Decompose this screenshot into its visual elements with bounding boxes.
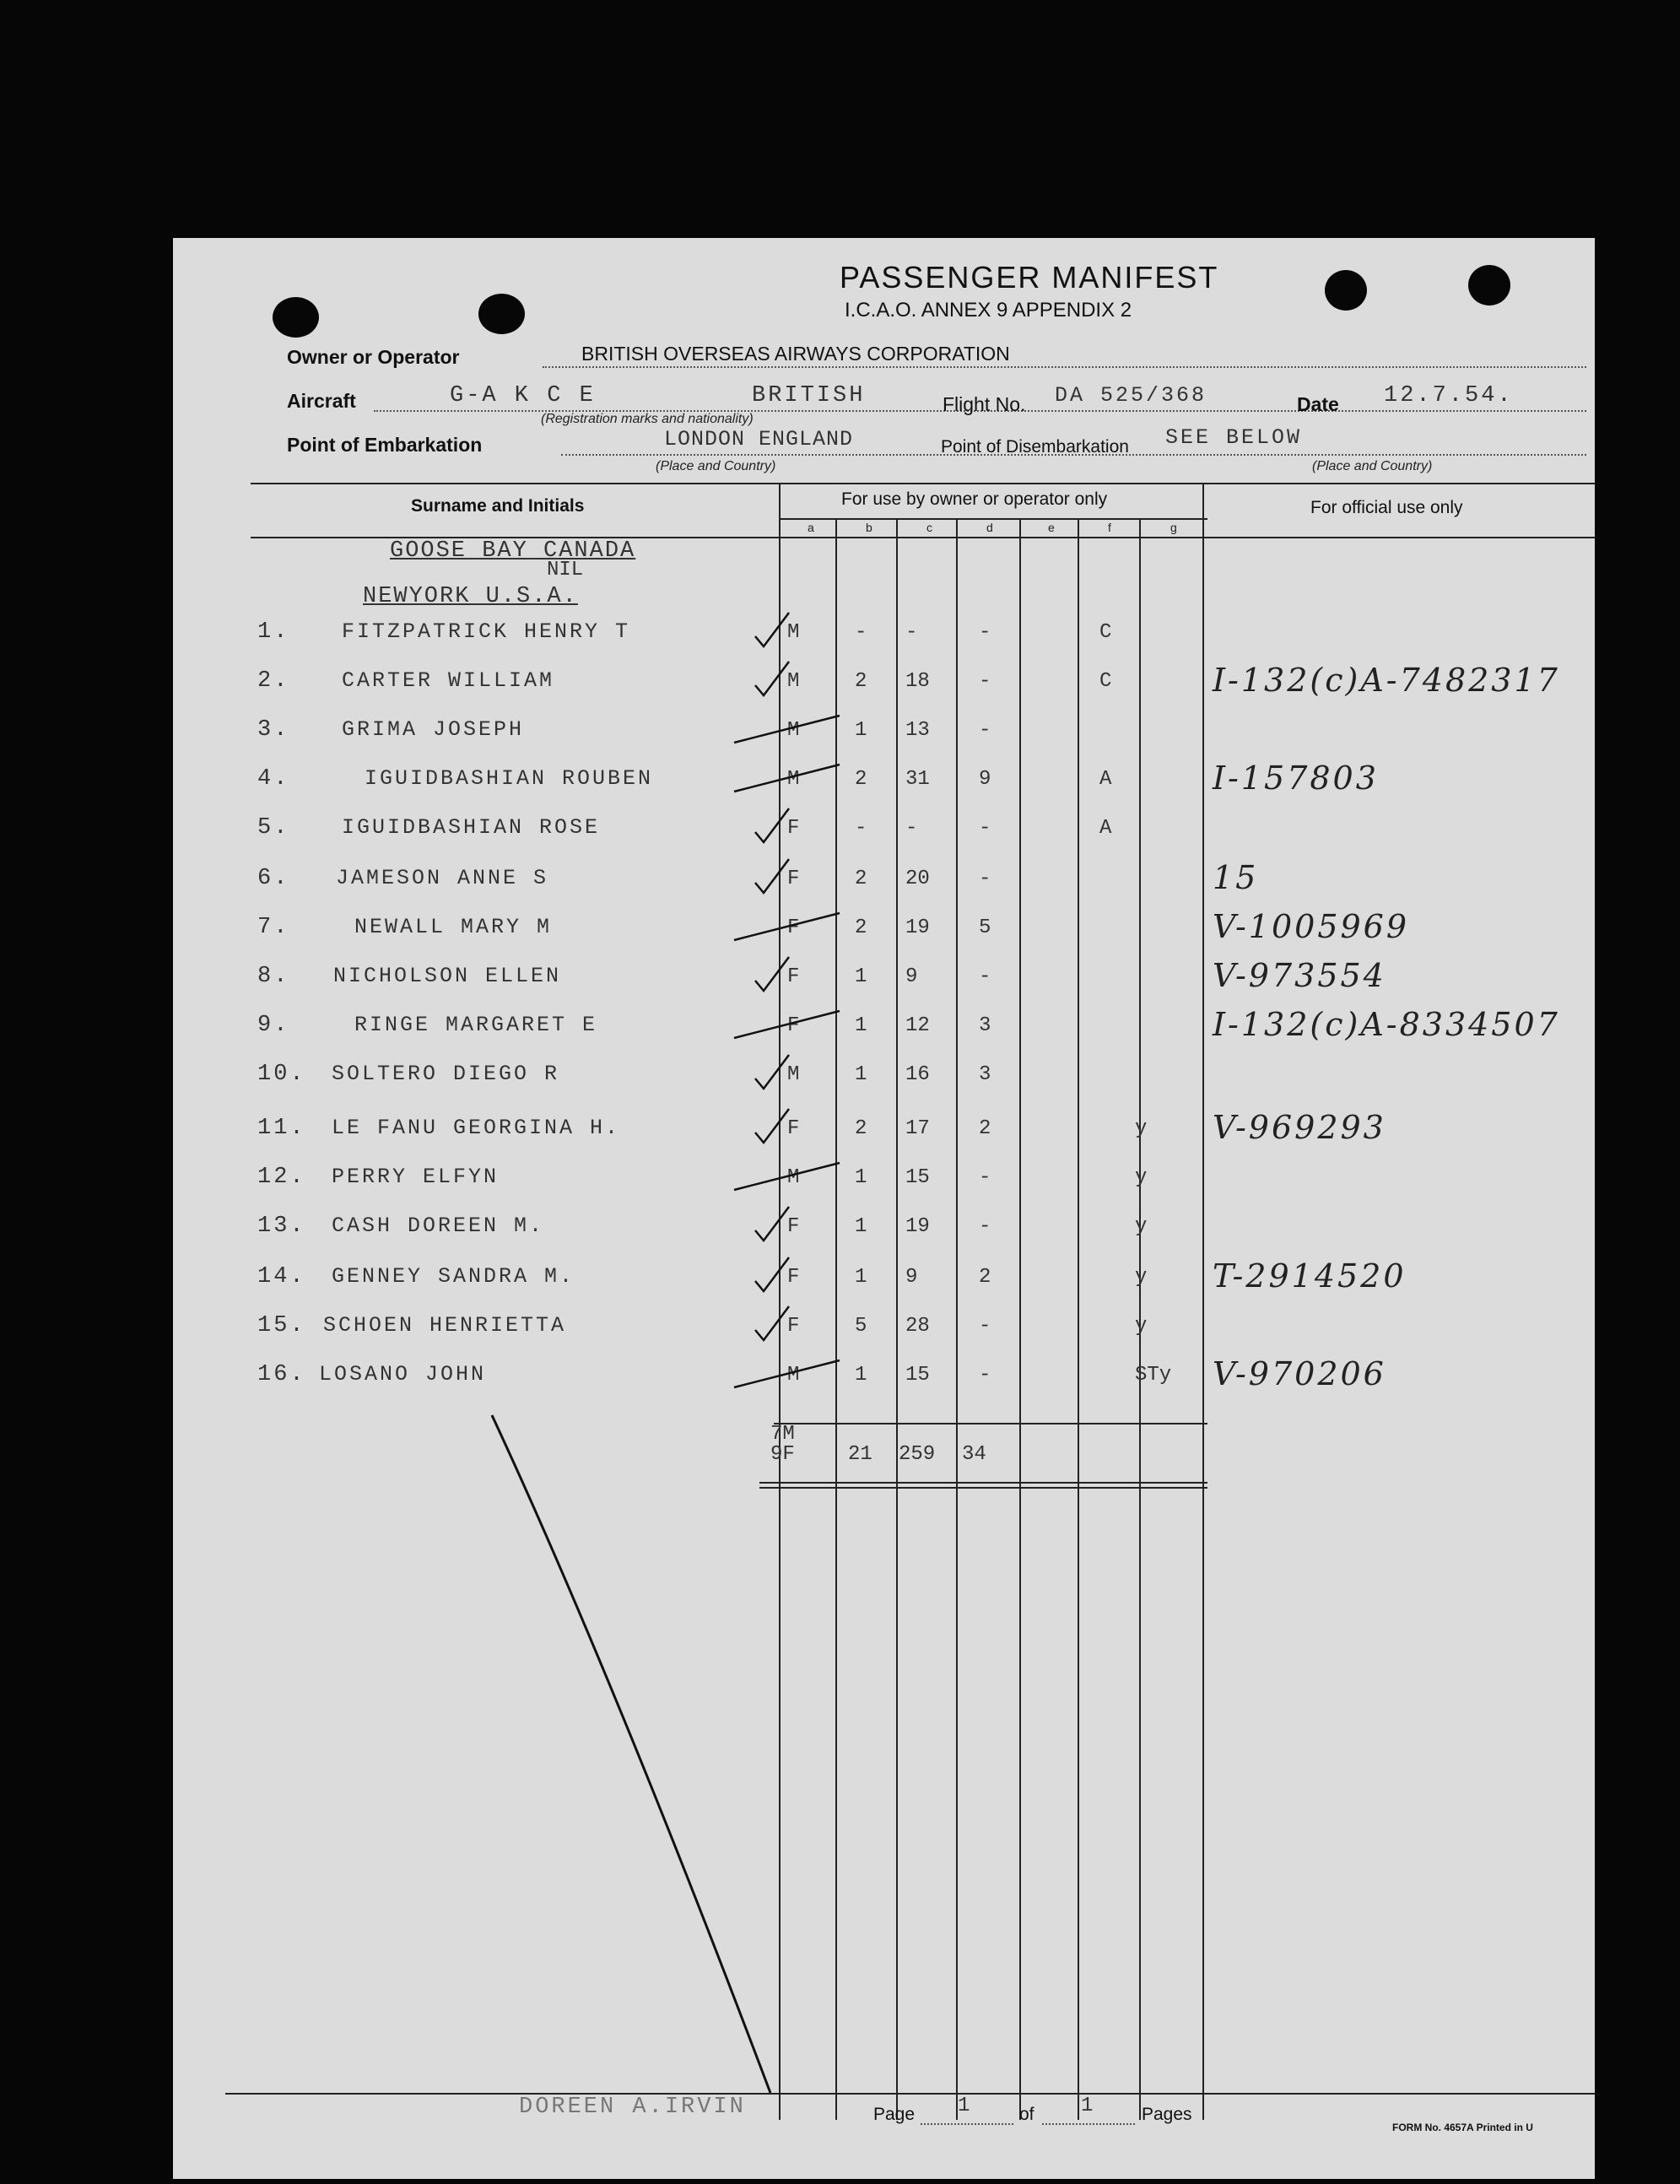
check-mark [755, 1306, 789, 1340]
aircraft-note: (Registration marks and nationality) [541, 412, 754, 426]
cell-b: - [855, 621, 867, 644]
check-mark [755, 859, 789, 893]
passenger-name: SOLTERO DIEGO R [332, 1062, 560, 1086]
cell-c: - [905, 621, 918, 644]
row-number: 1. [257, 619, 290, 645]
cell-b: 1 [855, 1014, 867, 1037]
check-mark [734, 716, 840, 743]
row-number: 7. [257, 915, 290, 940]
col-letter-a: a [808, 521, 814, 534]
cell-c: - [905, 817, 918, 840]
cell-d: 2 [979, 1117, 991, 1140]
official-notation: T-2914520 [1213, 1257, 1407, 1295]
of-line [1042, 2123, 1135, 2125]
page-label: Page [873, 2105, 916, 2124]
owner-label: Owner or Operator [287, 346, 460, 368]
passenger-name: IGUIDBASHIAN ROSE [342, 815, 601, 840]
cell-c: 31 [905, 768, 930, 791]
check-mark [755, 1109, 789, 1143]
cell-a: M [787, 768, 800, 791]
passenger-name: SCHOEN HENRIETTA [323, 1313, 567, 1338]
row-number: 16. [257, 1362, 306, 1387]
embarkation-label: Point of Embarkation [287, 434, 483, 456]
page-number: 1 [958, 2095, 970, 2117]
owner-value: BRITISH OVERSEAS AIRWAYS CORPORATION [581, 343, 1010, 365]
total-d: 34 [962, 1443, 986, 1466]
cell-g: y [1135, 1117, 1148, 1140]
cell-a: F [787, 1215, 800, 1238]
official-notation: V-1005969 [1213, 908, 1410, 945]
check-mark [734, 1360, 840, 1387]
disembarkation-note: (Place and Country) [1312, 459, 1433, 473]
cell-a: M [787, 621, 800, 644]
passenger-name: NEWALL MARY M [354, 915, 553, 939]
cell-c: 19 [905, 1215, 930, 1238]
cell-b: 1 [855, 1266, 867, 1289]
cell-b: 2 [855, 768, 867, 791]
passenger-name: PERRY ELFYN [332, 1165, 500, 1189]
cell-f: C [1099, 621, 1112, 644]
cell-g: y [1135, 1315, 1148, 1338]
cell-a: F [787, 868, 800, 890]
cell-a: F [787, 965, 800, 988]
cell-d: - [979, 868, 991, 890]
form-number: FORM No. 4657A Printed in U [1392, 2122, 1533, 2133]
embarkation-value: LONDON ENGLAND [664, 427, 854, 451]
cell-a: F [787, 817, 800, 840]
aircraft-value: G-A K C E [450, 383, 596, 408]
row-number: 3. [257, 717, 290, 743]
cell-d: 9 [979, 768, 991, 791]
check-mark [734, 765, 840, 792]
col-letter-d: d [986, 521, 993, 534]
cell-d: 3 [979, 1063, 991, 1086]
col-letter-e: e [1048, 521, 1055, 534]
col-owner-header: For use by owner or operator only [841, 489, 1108, 509]
cell-a: M [787, 1166, 800, 1189]
cell-c: 18 [905, 670, 930, 693]
cell-d: 5 [979, 916, 991, 939]
embarkation-note: (Place and Country) [656, 459, 776, 473]
total-c: 259 [899, 1443, 936, 1466]
passenger-name: CARTER WILLIAM [342, 668, 555, 693]
check-mark [734, 1163, 840, 1190]
check-mark [734, 913, 840, 940]
check-mark [755, 1055, 789, 1089]
of-label: of [1019, 2105, 1034, 2124]
flight-value: DA 525/368 [1055, 383, 1207, 408]
official-notation: I-132(c)A-7482317 [1213, 662, 1560, 699]
cell-a: M [787, 670, 800, 693]
passenger-name: FITZPATRICK HENRY T [342, 619, 631, 644]
flight-label: Flight No. [943, 393, 1026, 415]
page-line [921, 2123, 1013, 2125]
check-mark [755, 808, 789, 842]
row-number: 10. [257, 1062, 306, 1087]
aircraft-label: Aircraft [287, 390, 356, 412]
cell-f: A [1099, 817, 1112, 840]
cell-g: y [1135, 1266, 1148, 1289]
cell-c: 9 [905, 965, 918, 988]
passenger-name: IGUIDBASHIAN ROUBEN [365, 766, 654, 791]
official-notation: V-973554 [1213, 957, 1386, 994]
destination-new-york: NEWYORK U.S.A. [363, 584, 578, 609]
total-females: 9F [770, 1443, 795, 1466]
cell-d: - [979, 817, 991, 840]
page-total: 1 [1081, 2095, 1094, 2117]
cell-f: C [1099, 670, 1112, 693]
cell-c: 15 [905, 1364, 930, 1387]
cell-b: 1 [855, 1364, 867, 1387]
col-letter-b: b [866, 521, 872, 534]
cell-a: M [787, 1063, 800, 1086]
cell-g: STy [1135, 1364, 1172, 1387]
cell-a: F [787, 1315, 800, 1338]
manifest-sheet [173, 238, 1595, 2179]
passenger-name: RINGE MARGARET E [354, 1013, 598, 1037]
cell-a: F [787, 916, 800, 939]
passenger-name: JAMESON ANNE S [336, 866, 549, 890]
cell-d: - [979, 965, 991, 988]
passenger-name: NICHOLSON ELLEN [333, 964, 562, 988]
cell-b: 2 [855, 670, 867, 693]
cell-b: 2 [855, 868, 867, 890]
cell-c: 19 [905, 916, 930, 939]
check-mark [755, 662, 789, 695]
passenger-name: CASH DOREEN M. [332, 1214, 545, 1238]
cell-b: 2 [855, 1117, 867, 1140]
cell-b: 2 [855, 916, 867, 939]
cell-d: 3 [979, 1014, 991, 1037]
cell-d: - [979, 1166, 991, 1189]
check-mark [734, 1011, 840, 1038]
cell-c: 28 [905, 1315, 930, 1338]
pages-label: Pages [1142, 2105, 1192, 2124]
passenger-name: LE FANU GEORGINA H. [332, 1116, 621, 1140]
official-notation: V-969293 [1213, 1109, 1386, 1146]
cell-d: - [979, 621, 991, 644]
cell-c: 15 [905, 1166, 930, 1189]
cell-a: F [787, 1266, 800, 1289]
check-mark [755, 957, 789, 991]
footer-line [225, 2093, 1595, 2095]
destination-goose-bay: GOOSE BAY CANADA [390, 538, 636, 564]
cell-d: - [979, 719, 991, 742]
cell-d: - [979, 1315, 991, 1338]
cell-c: 13 [905, 719, 930, 742]
cell-d: 2 [979, 1266, 991, 1289]
col-official-header: For official use only [1310, 498, 1463, 517]
official-notation: V-970206 [1213, 1355, 1386, 1392]
cell-b: 1 [855, 1063, 867, 1086]
cell-a: F [787, 1014, 800, 1037]
cell-b: - [855, 817, 867, 840]
cell-b: 1 [855, 965, 867, 988]
passenger-name: GENNEY SANDRA M. [332, 1264, 575, 1289]
total-b: 21 [848, 1443, 872, 1466]
cell-c: 9 [905, 1266, 918, 1289]
official-notation: 15 [1213, 859, 1259, 896]
cell-c: 17 [905, 1117, 930, 1140]
cell-c: 12 [905, 1014, 930, 1037]
cell-g: y [1135, 1166, 1148, 1189]
disembarkation-value: SEE BELOW [1165, 425, 1303, 450]
cell-d: - [979, 1215, 991, 1238]
row-number: 11. [257, 1116, 306, 1141]
row-number: 6. [257, 866, 290, 891]
cell-a: M [787, 719, 800, 742]
check-mark [755, 613, 789, 646]
aircraft-nationality: BRITISH [752, 383, 866, 408]
row-number: 9. [257, 1013, 290, 1038]
row-number: 5. [257, 815, 290, 841]
cell-b: 5 [855, 1315, 867, 1338]
cell-f: A [1099, 768, 1112, 791]
date-label: Date [1297, 393, 1339, 415]
cell-g: y [1135, 1215, 1148, 1238]
row-number: 13. [257, 1214, 306, 1239]
row-number: 8. [257, 964, 290, 989]
cell-b: 1 [855, 1166, 867, 1189]
col-letter-c: c [926, 521, 932, 534]
signature-name: DOREEN A.IRVIN [519, 2095, 746, 2120]
cell-d: - [979, 1364, 991, 1387]
col-letter-g: g [1170, 521, 1177, 534]
disembarkation-label: Point of Disembarkation [941, 437, 1129, 457]
row-number: 12. [257, 1165, 306, 1190]
cell-c: 20 [905, 868, 930, 890]
page-subtitle: I.C.A.O. ANNEX 9 APPENDIX 2 [845, 299, 1132, 322]
row-number: 14. [257, 1264, 306, 1289]
cell-b: 1 [855, 719, 867, 742]
row-number: 4. [257, 766, 290, 792]
cell-d: - [979, 670, 991, 693]
total-males: 7M [770, 1423, 795, 1446]
official-notation: I-132(c)A-8334507 [1213, 1006, 1560, 1043]
cell-a: F [787, 1117, 800, 1140]
check-mark [755, 1257, 789, 1291]
row-number: 2. [257, 668, 290, 694]
col-name-header: Surname and Initials [411, 496, 585, 516]
row-number: 15. [257, 1313, 306, 1338]
check-mark [755, 1207, 789, 1241]
cell-b: 1 [855, 1215, 867, 1238]
official-notation: I-157803 [1213, 760, 1379, 797]
page-title: PASSENGER MANIFEST [840, 260, 1219, 295]
col-letter-f: f [1108, 521, 1111, 534]
cell-a: M [787, 1364, 800, 1387]
date-value: 12.7.54. [1384, 383, 1514, 408]
destination-goose-bay-note: NIL [547, 559, 584, 581]
cell-c: 16 [905, 1063, 930, 1086]
diagonal-strike-line [173, 238, 1595, 2179]
passenger-name: GRIMA JOSEPH [342, 717, 525, 742]
passenger-name: LOSANO JOHN [319, 1362, 487, 1387]
